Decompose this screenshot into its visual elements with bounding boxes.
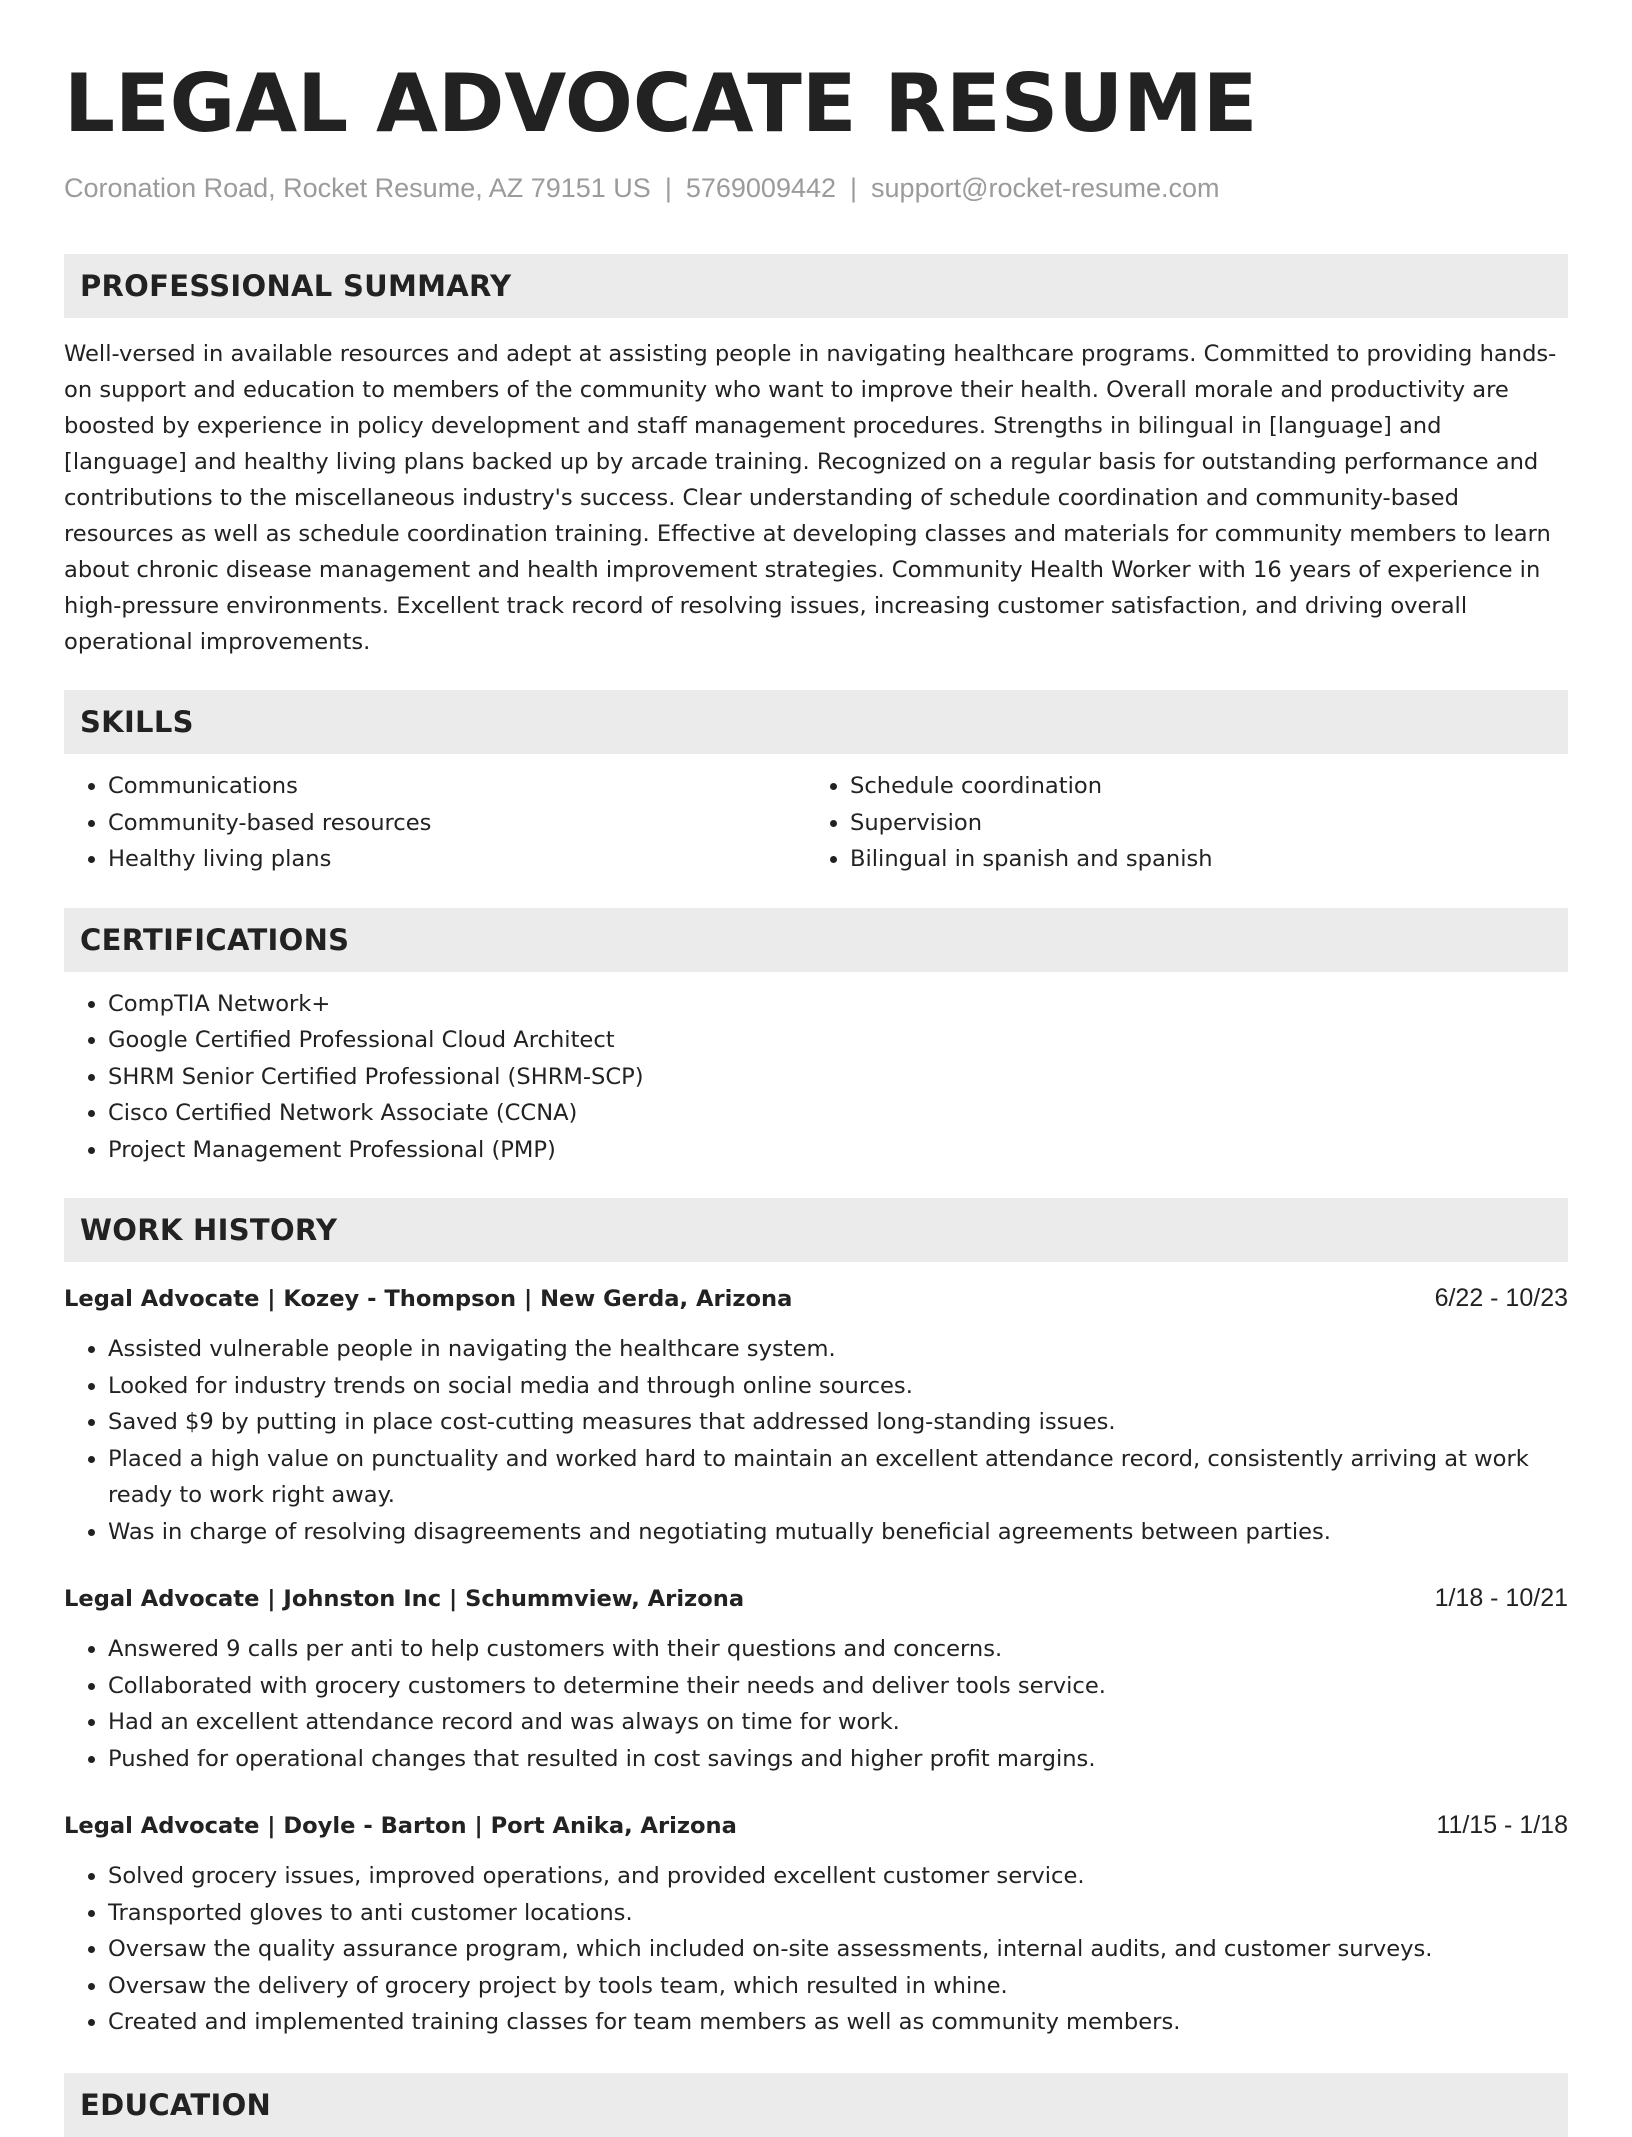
certification-item: • Project Management Professional (PMP) bbox=[108, 1132, 1568, 1169]
contact-email: support@rocket-resume.com bbox=[871, 173, 1220, 203]
contact-line bbox=[64, 170, 1568, 206]
certification-item: • CompTIA Network+ bbox=[108, 986, 1568, 1023]
skills-list-right bbox=[806, 768, 1548, 878]
job-header bbox=[64, 1280, 1568, 1317]
section-header-education bbox=[64, 2073, 1568, 2137]
certifications-list bbox=[64, 986, 1568, 1169]
section-header-summary bbox=[64, 254, 1568, 318]
job-bullet: • Was in charge of resolving disagreements and negotiating mutually beneficial agreements between parties. bbox=[108, 1514, 1568, 1551]
contact-address: Coronation Road, Rocket Resume, AZ 79151 US bbox=[64, 173, 651, 203]
summary-text: Well-versed in available resources and adept at assisting people in navigating healthcare programs. Committed to providing hands-on support and education to members of the community who want to improve their health. Overall morale and productivity are boosted by experience in policy development and staff management procedures. Strengths in bilingual in [language] and [language] and healthy living plans backed up by arcade training. Recognized on a regular basis for outstanding performance and contributions to the miscellaneous industry's success. Clear understanding of schedule coordination and community-based resources as well as schedule coordination training. Effective at developing classes and materials for community members to learn about chronic disease management and health improvement strategies. Community Health Worker with 16 years of experience in high-pressure environments. Excellent track record of resolving issues, increasing customer satisfaction, and driving overall operational improvements. bbox=[64, 341, 1557, 655]
skill-item: • Communications bbox=[108, 768, 806, 805]
job-dates: 1/18 - 10/21 bbox=[1434, 1584, 1568, 1612]
certification-item: • Google Certified Professional Cloud Architect bbox=[108, 1022, 1568, 1059]
job-bullets bbox=[64, 1331, 1568, 1550]
job-bullet: • Had an excellent attendance record and was always on time for work. bbox=[108, 1704, 1568, 1741]
job-entry bbox=[64, 1807, 1568, 2041]
job-bullet: • Collaborated with grocery customers to determine their needs and deliver tools service. bbox=[108, 1668, 1568, 1705]
job-bullet: • Transported gloves to anti customer locations. bbox=[108, 1895, 1568, 1932]
job-bullet: • Answered 9 calls per anti to help customers with their questions and concerns. bbox=[108, 1631, 1568, 1668]
section-title: CERTIFICATIONS bbox=[80, 922, 350, 957]
job-bullet: • Looked for industry trends on social media and through online sources. bbox=[108, 1368, 1568, 1405]
resume-title: LEGAL ADVOCATE RESUME bbox=[64, 57, 1258, 150]
job-entry bbox=[64, 1280, 1568, 1550]
job-bullet: • Assisted vulnerable people in navigating the healthcare system. bbox=[108, 1331, 1568, 1368]
job-header bbox=[64, 1807, 1568, 1844]
skill-item: • Bilingual in spanish and spanish bbox=[850, 841, 1548, 878]
contact-phone: 5769009442 bbox=[685, 173, 837, 203]
job-entry bbox=[64, 1580, 1568, 1777]
section-title: WORK HISTORY bbox=[80, 1213, 338, 1247]
job-title: Legal Advocate | Doyle - Barton | Port Anika, Arizona bbox=[64, 1813, 737, 1839]
section-title: EDUCATION bbox=[80, 2087, 272, 2122]
skills-grid bbox=[64, 754, 1568, 878]
section-title: SKILLS bbox=[80, 705, 194, 739]
contact-separator: | bbox=[850, 173, 858, 203]
job-header bbox=[64, 1580, 1568, 1617]
skill-item: • Healthy living plans bbox=[108, 841, 806, 878]
job-bullet: • Oversaw the quality assurance program, which included on-site assessments, internal audits, and customer surveys. bbox=[108, 1931, 1568, 1968]
job-title: Legal Advocate | Johnston Inc | Schummview, Arizona bbox=[64, 1586, 745, 1612]
job-bullets bbox=[64, 1858, 1568, 2041]
job-bullet: • Created and implemented training classes for team members as well as community members. bbox=[108, 2004, 1568, 2041]
job-bullet: • Solved grocery issues, improved operations, and provided excellent customer service. bbox=[108, 1858, 1568, 1895]
job-title: Legal Advocate | Kozey - Thompson | New Gerda, Arizona bbox=[64, 1286, 793, 1312]
skill-item: • Community-based resources bbox=[108, 805, 806, 842]
section-header-certifications bbox=[64, 908, 1568, 972]
contact-separator: | bbox=[664, 173, 672, 203]
section-header-skills bbox=[64, 690, 1568, 754]
job-dates: 6/22 - 10/23 bbox=[1434, 1284, 1568, 1312]
job-bullet: • Placed a high value on punctuality and worked hard to maintain an excellent attendance record, consistently arriving at work ready to work right away. bbox=[108, 1441, 1568, 1514]
job-bullets bbox=[64, 1631, 1568, 1777]
section-title: PROFESSIONAL SUMMARY bbox=[80, 269, 512, 303]
skills-list-left bbox=[64, 768, 806, 878]
job-dates: 11/15 - 1/18 bbox=[1436, 1811, 1568, 1839]
job-bullet: • Oversaw the delivery of grocery project by tools team, which resulted in whine. bbox=[108, 1968, 1568, 2005]
job-bullet: • Pushed for operational changes that resulted in cost savings and higher profit margins. bbox=[108, 1741, 1568, 1778]
skill-item: • Schedule coordination bbox=[850, 768, 1548, 805]
certification-item: • SHRM Senior Certified Professional (SHRM-SCP) bbox=[108, 1059, 1568, 1096]
skill-item: • Supervision bbox=[850, 805, 1548, 842]
job-bullet: • Saved $9 by putting in place cost-cutting measures that addressed long-standing issues. bbox=[108, 1404, 1568, 1441]
section-header-work-history bbox=[64, 1198, 1568, 1262]
certification-item: • Cisco Certified Network Associate (CCNA) bbox=[108, 1095, 1568, 1132]
